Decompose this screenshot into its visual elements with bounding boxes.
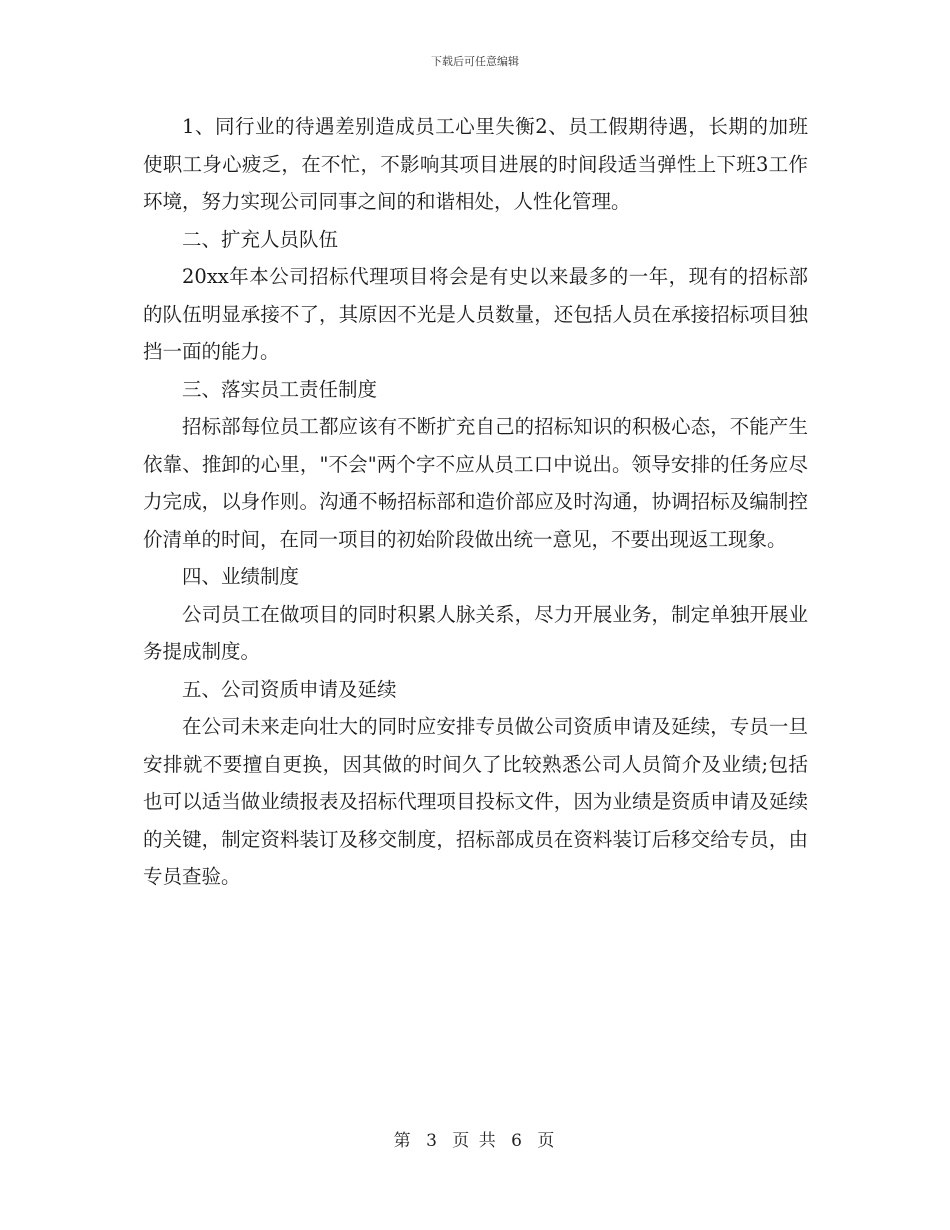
document-body: [143, 108, 808, 896]
paragraph-performance: 公司员工在做项目的同时积累人脉关系，尽力开展业务，制定单独开展业务提成制度。: [143, 602, 808, 663]
current-page-number: 3: [426, 1131, 439, 1151]
page-footer: [0, 1126, 950, 1151]
paragraph-responsibility: 招标部每位员工都应该有不断扩充自己的招标知识的积极心态，不能产生依靠、推卸的心里，"不会"两个字不应从员工口中说出。领导安排的任务应尽力完成，以身作则。沟通不畅招标部和造价部应及时沟通，协调招标及编制控价清单的时间，在同一项目的初始阶段做出统一意见，不要出现返工现象。: [143, 415, 808, 551]
section-heading-expand-team: 二、扩充人员队伍: [182, 227, 339, 251]
section-heading-performance: 四、业绩制度: [182, 565, 300, 588]
total-pages-number: 6: [511, 1131, 524, 1151]
section-heading-qualification: 五、公司资质申请及延续: [182, 677, 397, 701]
page-header-note: 下载后可任意编辑: [431, 55, 519, 68]
footer-suffix: 页: [537, 1131, 557, 1151]
section-heading-responsibility: 三、落实员工责任制度: [182, 377, 378, 401]
paragraph-benefits: 1、同行业的待遇差别造成员工心里失衡2、员工假期待遇，长期的加班使职工身心疲乏，在不忙，不影响其项目进展的时间段适当弹性上下班3工作环境，努力实现公司同事之间的和谐相处，人性化管理。: [143, 115, 808, 213]
footer-middle: 页 共: [452, 1131, 498, 1151]
footer-prefix: 第: [393, 1131, 413, 1151]
paragraph-expand-team: 20xx年本公司招标代理项目将会是有史以来最多的一年，现有的招标部的队伍明显承接不了，其原因不光是人员数量，还包括人员在承接招标项目独挡一面的能力。: [143, 265, 808, 363]
paragraph-qualification: 在公司未来走向壮大的同时应安排专员做公司资质申请及延续，专员一旦安排就不要擅自更换，因其做的时间久了比较熟悉公司人员简介及业绩;包括也可以适当做业绩报表及招标代理项目投标文件，因为业绩是资质申请及延续的关键，制定资料装订及移交制度，招标部成员在资料装订后移交给专员，由专员查验。: [143, 715, 808, 888]
